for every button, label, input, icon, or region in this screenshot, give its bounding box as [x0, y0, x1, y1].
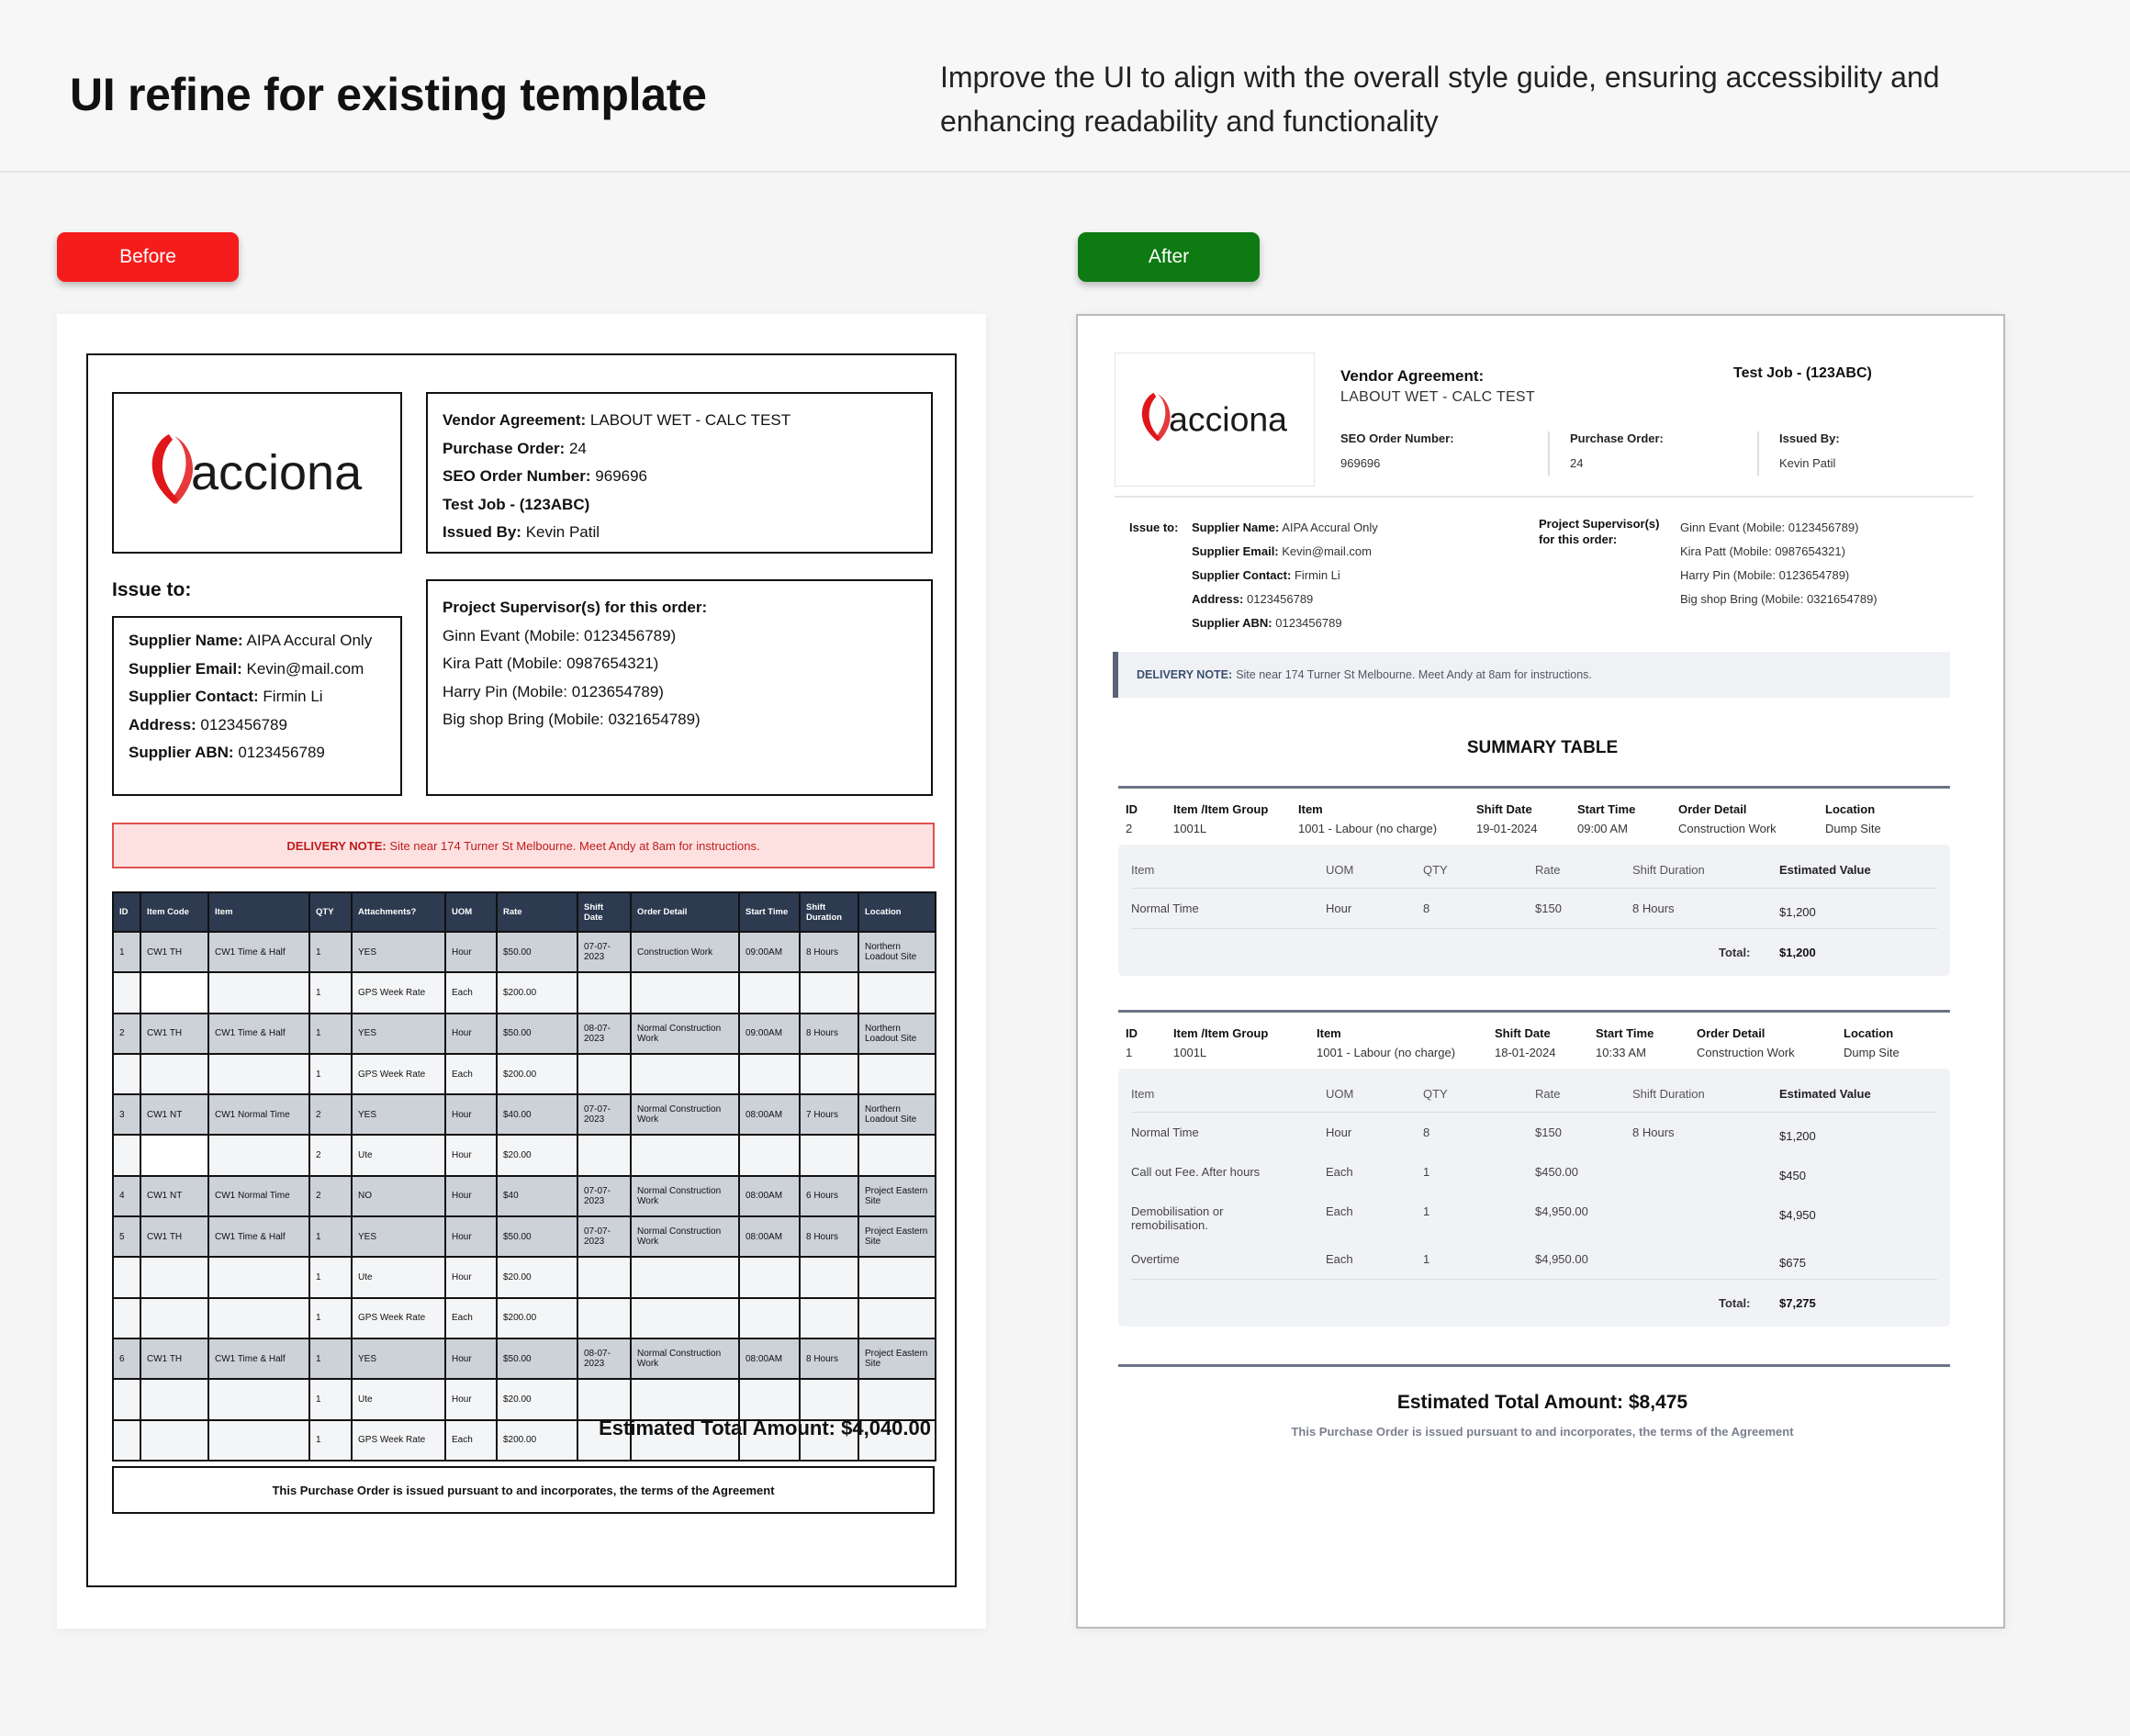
line-item-row	[1131, 1152, 1937, 1192]
line-header-cell: Item	[1131, 1087, 1155, 1101]
line-item-cell: Each	[1326, 1204, 1353, 1218]
before-items-table	[112, 891, 936, 1462]
before-tag: Before	[57, 232, 239, 282]
table-cell: 1	[309, 1420, 352, 1461]
before-issue-to-label: Issue to:	[112, 579, 192, 600]
table-cell: $20.00	[497, 1257, 577, 1297]
table-cell	[631, 1379, 739, 1419]
line-item-cell: Each	[1326, 1165, 1353, 1179]
table-header-cell: Attachments?	[352, 892, 445, 932]
summary-group	[1118, 1014, 1950, 1327]
table-cell	[577, 1135, 631, 1175]
table-cell: Hour	[445, 1379, 497, 1419]
table-cell	[858, 1054, 936, 1094]
supervisors-label: Project Supervisor(s) for this order:	[1539, 517, 1660, 546]
table-cell: 1	[309, 1298, 352, 1338]
group-info-field: Shift Date 18-01-2024	[1495, 1026, 1556, 1059]
acciona-logo	[138, 427, 376, 519]
table-cell: $20.00	[497, 1135, 577, 1175]
table-cell	[577, 1379, 631, 1419]
line-item-cell: $150	[1535, 1126, 1562, 1139]
table-cell: NO	[352, 1176, 445, 1216]
group-info-field: Shift Date 19-01-2024	[1476, 802, 1538, 835]
table-row	[113, 1298, 936, 1338]
table-cell: $50.00	[497, 1216, 577, 1257]
table-cell	[208, 1135, 309, 1175]
table-row	[113, 1176, 936, 1216]
group-info-field: Item /Item Group 1001L	[1173, 1026, 1269, 1059]
table-cell	[208, 1257, 309, 1297]
table-cell: 6 Hours	[800, 1176, 858, 1216]
table-cell	[113, 972, 140, 1013]
table-cell	[140, 1379, 208, 1419]
table-row	[113, 1216, 936, 1257]
table-cell: 07-07-2023	[577, 1094, 631, 1135]
line-header-cell: Estimated Value	[1779, 1087, 1871, 1101]
table-cell: Hour	[445, 932, 497, 972]
table-cell: Hour	[445, 1014, 497, 1054]
table-cell	[577, 1298, 631, 1338]
line-header-cell: UOM	[1326, 863, 1354, 877]
before-footer-note: This Purchase Order is issued pursuant to and incorporates, the terms of the Agreement	[112, 1466, 935, 1514]
table-cell: 1	[309, 1338, 352, 1379]
test-job-label: Test Job - (123ABC)	[1733, 365, 1872, 381]
table-cell	[858, 1379, 936, 1419]
table-cell: Northern Loadout Site	[858, 1014, 936, 1054]
before-vendor-info: Vendor Agreement: LABOUT WET - CALC TEST Purchase Order: 24 SEO Order Number: 969696 Test Job - (123ABC) Issued By: Kevin Patil	[426, 392, 933, 554]
line-item-cell: $4,950	[1779, 1208, 1816, 1222]
line-item-cell: Hour	[1326, 902, 1352, 915]
table-cell: 1	[309, 1257, 352, 1297]
table-cell: 09:00AM	[739, 932, 800, 972]
table-cell: YES	[352, 1014, 445, 1054]
table-cell	[800, 1054, 858, 1094]
table-cell: CW1 Normal Time	[208, 1176, 309, 1216]
table-cell: 07-07-2023	[577, 1216, 631, 1257]
logo-wordmark: acciona	[1169, 399, 1287, 439]
line-item-cell: Call out Fee. After hours	[1131, 1165, 1261, 1179]
after-footer-note: This Purchase Order is issued pursuant to and incorporates, the terms of the Agreement	[1291, 1425, 1794, 1439]
table-cell: Hour	[445, 1135, 497, 1175]
table-cell: $50.00	[497, 932, 577, 972]
table-header-cell: Rate	[497, 892, 577, 932]
line-item-cell: Hour	[1326, 1126, 1352, 1139]
group-rule	[1118, 1364, 1950, 1367]
supervisors-list: Ginn Evant (Mobile: 0123456789) Kira Patt (Mobile: 0987654321) Harry Pin (Mobile: 0123654789) Big shop Bring (Mobile: 0321654789)	[1680, 521, 1878, 606]
before-frame	[86, 353, 957, 1587]
vendor-agreement-value: LABOUT WET - CALC TEST	[1340, 389, 1535, 405]
page-header	[0, 0, 2130, 173]
table-cell	[631, 1135, 739, 1175]
table-cell: 4	[113, 1176, 140, 1216]
line-header-cell: QTY	[1423, 1087, 1448, 1101]
table-cell: CW1 Normal Time	[208, 1094, 309, 1135]
table-cell	[800, 1379, 858, 1419]
table-cell: Each	[445, 972, 497, 1013]
table-cell: $200.00	[497, 1054, 577, 1094]
table-cell	[140, 1298, 208, 1338]
table-cell: 8 Hours	[800, 932, 858, 972]
group-info-field: Order Detail Construction Work	[1678, 802, 1777, 835]
table-cell: 2	[113, 1014, 140, 1054]
table-row	[113, 1135, 936, 1175]
table-cell	[140, 1257, 208, 1297]
table-row	[113, 1338, 936, 1379]
table-cell: Hour	[445, 1216, 497, 1257]
group-info-field: Start Time 09:00 AM	[1577, 802, 1636, 835]
before-supplier-info: Supplier Name: AIPA Accural Only Supplier Email: Kevin@mail.com Supplier Contact: Firmin Li Address: 0123456789 Supplier ABN: 0123456789	[112, 616, 402, 796]
table-cell: CW1 Time & Half	[208, 1216, 309, 1257]
table-cell	[113, 1054, 140, 1094]
table-cell: 08:00AM	[739, 1338, 800, 1379]
table-cell: Normal Construction Work	[631, 1094, 739, 1135]
table-cell: Each	[445, 1298, 497, 1338]
table-cell: Hour	[445, 1094, 497, 1135]
table-cell	[800, 1257, 858, 1297]
table-cell: CW1 Time & Half	[208, 932, 309, 972]
table-cell: Each	[445, 1054, 497, 1094]
line-item-cell: 8 Hours	[1632, 1126, 1675, 1139]
group-info-field: Order Detail Construction Work	[1697, 1026, 1795, 1059]
table-cell: Northern Loadout Site	[858, 932, 936, 972]
table-cell	[140, 1054, 208, 1094]
table-cell: $200.00	[497, 1298, 577, 1338]
line-header-cell: Estimated Value	[1779, 863, 1871, 877]
summary-table-title: SUMMARY TABLE	[1466, 738, 1619, 757]
group-header	[1118, 790, 1950, 845]
table-row	[113, 1379, 936, 1419]
table-cell	[800, 1135, 858, 1175]
table-cell: Ute	[352, 1257, 445, 1297]
line-header-cell: UOM	[1326, 1087, 1354, 1101]
table-row	[113, 1014, 936, 1054]
table-cell: YES	[352, 1094, 445, 1135]
table-cell: Northern Loadout Site	[858, 1094, 936, 1135]
line-item-cell: $150	[1535, 902, 1562, 915]
table-cell	[858, 1298, 936, 1338]
table-cell: Ute	[352, 1135, 445, 1175]
table-cell	[577, 972, 631, 1013]
line-items-header	[1131, 1074, 1937, 1113]
table-cell: 2	[309, 1094, 352, 1135]
before-delivery-note: DELIVERY NOTE: Site near 174 Turner St Melbourne. Meet Andy at 8am for instructions.	[112, 823, 935, 868]
table-header-cell: Shift Duration	[800, 892, 858, 932]
table-row	[113, 972, 936, 1013]
purchase-order-meta: Purchase Order: 24	[1548, 431, 1664, 476]
before-document	[57, 314, 986, 1629]
table-cell	[631, 1257, 739, 1297]
table-cell	[113, 1135, 140, 1175]
table-cell	[140, 1420, 208, 1461]
summary-group	[1118, 790, 1950, 976]
table-cell: Each	[445, 1420, 497, 1461]
table-header-cell: Item Code	[140, 892, 208, 932]
table-cell: 09:00AM	[739, 1014, 800, 1054]
page-description: Improve the UI to align with the overall style guide, ensuring accessibility and enhancing readability and functionality	[940, 61, 1940, 138]
table-cell: GPS Week Rate	[352, 1298, 445, 1338]
group-info-field: Item /Item Group 1001L	[1173, 802, 1269, 835]
table-cell	[739, 972, 800, 1013]
group-header	[1118, 1014, 1950, 1069]
table-cell: $20.00	[497, 1379, 577, 1419]
table-cell: CW1 TH	[140, 1216, 208, 1257]
table-cell: 07-07-2023	[577, 1176, 631, 1216]
table-cell	[631, 1054, 739, 1094]
table-cell: 5	[113, 1216, 140, 1257]
divider	[1115, 496, 1974, 498]
table-cell: Project Eastern Site	[858, 1216, 936, 1257]
table-cell: 08:00AM	[739, 1094, 800, 1135]
line-item-cell: 8	[1423, 902, 1430, 915]
acciona-logo	[1132, 385, 1297, 454]
table-cell	[858, 972, 936, 1013]
table-cell: $40	[497, 1176, 577, 1216]
line-item-cell: Demobilisation or remobilisation.	[1131, 1204, 1224, 1232]
table-cell: Normal Construction Work	[631, 1176, 739, 1216]
table-cell	[800, 1298, 858, 1338]
table-cell: 8 Hours	[800, 1216, 858, 1257]
table-cell: CW1 Time & Half	[208, 1014, 309, 1054]
after-tag: After	[1078, 232, 1260, 282]
line-header-cell: QTY	[1423, 863, 1448, 877]
line-item-row	[1131, 1239, 1937, 1279]
table-cell: $200.00	[497, 972, 577, 1013]
table-cell	[739, 1054, 800, 1094]
table-cell: 1	[309, 972, 352, 1013]
table-cell	[577, 1054, 631, 1094]
table-cell	[113, 1379, 140, 1419]
line-header-cell: Rate	[1535, 863, 1561, 877]
table-cell: Hour	[445, 1176, 497, 1216]
table-cell	[113, 1298, 140, 1338]
table-cell: YES	[352, 1216, 445, 1257]
issued-by-meta: Issued By: Kevin Patil	[1757, 431, 1840, 476]
line-item-cell: 8 Hours	[1632, 902, 1675, 915]
table-row	[113, 1054, 936, 1094]
table-row	[113, 932, 936, 972]
line-item-row	[1131, 889, 1937, 928]
line-header-cell: Item	[1131, 863, 1155, 877]
line-items	[1118, 845, 1950, 976]
table-header-cell: UOM	[445, 892, 497, 932]
line-item-cell: $4,950.00	[1535, 1204, 1588, 1218]
line-header-cell: Shift Duration	[1632, 1087, 1705, 1101]
table-cell: Ute	[352, 1379, 445, 1419]
table-cell: 1	[309, 1216, 352, 1257]
table-cell: 08-07-2023	[577, 1338, 631, 1379]
table-cell: CW1 TH	[140, 1014, 208, 1054]
table-header-cell: ID	[113, 892, 140, 932]
table-cell: YES	[352, 1338, 445, 1379]
table-cell: 2	[309, 1176, 352, 1216]
table-cell: CW1 TH	[140, 932, 208, 972]
before-supervisors: Project Supervisor(s) for this order: Ginn Evant (Mobile: 0123456789) Kira Patt (Mobile: 0987654321) Harry Pin (Mobile: 0123654789) Big shop Bring (Mobile: 0321654789)	[426, 579, 933, 796]
table-cell: 1	[309, 1379, 352, 1419]
table-header-cell: Start Time	[739, 892, 800, 932]
table-cell	[208, 1379, 309, 1419]
line-item-cell: $4,950.00	[1535, 1252, 1588, 1266]
group-info-field: Start Time 10:33 AM	[1596, 1026, 1654, 1059]
table-cell: 8 Hours	[800, 1338, 858, 1379]
after-logo-box	[1115, 353, 1315, 487]
table-cell	[739, 1135, 800, 1175]
line-item-cell: 8	[1423, 1126, 1430, 1139]
table-cell	[800, 972, 858, 1013]
table-header-cell: Order Detail	[631, 892, 739, 932]
table-cell	[113, 1257, 140, 1297]
after-document	[1076, 314, 2005, 1629]
table-cell	[858, 1257, 936, 1297]
table-cell	[631, 1298, 739, 1338]
table-cell: 07-07-2023	[577, 932, 631, 972]
table-cell	[140, 972, 208, 1013]
table-cell: $50.00	[497, 1014, 577, 1054]
line-item-cell: $450	[1779, 1169, 1806, 1182]
line-item-cell: Each	[1326, 1252, 1353, 1266]
delivery-note: DELIVERY NOTE: Site near 174 Turner St Melbourne. Meet Andy at 8am for instructions.	[1113, 652, 1950, 698]
table-cell: GPS Week Rate	[352, 1420, 445, 1461]
line-item-cell: Normal Time	[1131, 1126, 1199, 1139]
table-cell: Normal Construction Work	[631, 1014, 739, 1054]
group-total: Total: $1,200	[1131, 928, 1937, 970]
table-cell: 8 Hours	[800, 1014, 858, 1054]
table-cell: 08:00AM	[739, 1176, 800, 1216]
table-cell	[208, 1420, 309, 1461]
table-cell: CW1 Time & Half	[208, 1338, 309, 1379]
before-logo-box	[112, 392, 402, 554]
table-header-cell: Shift Date	[577, 892, 631, 932]
table-cell: GPS Week Rate	[352, 1054, 445, 1094]
line-item-cell: $1,200	[1779, 905, 1816, 919]
line-item-cell: 1	[1423, 1204, 1430, 1218]
table-cell	[739, 1257, 800, 1297]
vendor-agreement-label: Vendor Agreement:	[1340, 367, 1485, 385]
table-cell: GPS Week Rate	[352, 972, 445, 1013]
table-cell: Project Eastern Site	[858, 1176, 936, 1216]
table-cell: 6	[113, 1338, 140, 1379]
line-header-cell: Shift Duration	[1632, 863, 1705, 877]
table-cell	[113, 1420, 140, 1461]
table-cell	[739, 1298, 800, 1338]
table-cell: 7 Hours	[800, 1094, 858, 1135]
table-cell: Normal Construction Work	[631, 1216, 739, 1257]
group-rule	[1118, 786, 1950, 789]
line-item-row	[1131, 1113, 1937, 1152]
table-cell	[577, 1257, 631, 1297]
group-total: Total: $7,275	[1131, 1279, 1937, 1321]
line-item-cell: $675	[1779, 1256, 1806, 1270]
table-row	[113, 1257, 936, 1297]
group-info-field: ID 2	[1126, 802, 1138, 835]
table-cell: $200.00	[497, 1420, 577, 1461]
page-title: UI refine for existing template	[70, 69, 707, 120]
table-header-cell: Location	[858, 892, 936, 932]
line-item-row	[1131, 1192, 1937, 1239]
line-item-cell: Normal Time	[1131, 902, 1199, 915]
table-header-cell: QTY	[309, 892, 352, 932]
table-cell	[739, 1379, 800, 1419]
table-cell: 08:00AM	[739, 1216, 800, 1257]
table-cell: YES	[352, 932, 445, 972]
seo-order-meta: SEO Order Number: 969696	[1340, 431, 1454, 470]
table-cell	[858, 1135, 936, 1175]
table-cell	[631, 972, 739, 1013]
line-header-cell: Rate	[1535, 1087, 1561, 1101]
table-row	[113, 1094, 936, 1135]
table-cell: $40.00	[497, 1094, 577, 1135]
table-cell: 08-07-2023	[577, 1014, 631, 1054]
table-cell	[208, 972, 309, 1013]
table-cell: Construction Work	[631, 932, 739, 972]
before-total: Estimated Total Amount: $4,040.00	[599, 1417, 931, 1439]
table-header-cell: Item	[208, 892, 309, 932]
logo-wordmark: acciona	[191, 445, 363, 500]
table-cell	[208, 1298, 309, 1338]
table-cell: Hour	[445, 1257, 497, 1297]
group-info-field: ID 1	[1126, 1026, 1138, 1059]
table-cell: 2	[309, 1135, 352, 1175]
line-items-header	[1131, 850, 1937, 889]
group-info-field: Item 1001 - Labour (no charge)	[1317, 1026, 1456, 1059]
table-cell: CW1 NT	[140, 1094, 208, 1135]
table-cell: 1	[309, 1014, 352, 1054]
group-info-field: Location Dump Site	[1844, 1026, 1900, 1059]
table-cell: CW1 NT	[140, 1176, 208, 1216]
table-cell: Hour	[445, 1338, 497, 1379]
table-cell: Project Eastern Site	[858, 1338, 936, 1379]
table-cell	[140, 1135, 208, 1175]
table-cell: CW1 TH	[140, 1338, 208, 1379]
issue-to-label: Issue to:	[1129, 521, 1179, 534]
table-cell: 3	[113, 1094, 140, 1135]
supplier-info: Supplier Name: AIPA Accural Only Supplier Email: Kevin@mail.com Supplier Contact: Firmin Li Address: 0123456789 Supplier ABN: 0123456789	[1192, 521, 1378, 630]
table-cell: Normal Construction Work	[631, 1338, 739, 1379]
table-cell: 1	[309, 932, 352, 972]
line-item-cell: $450.00	[1535, 1165, 1578, 1179]
group-rule	[1118, 1010, 1950, 1013]
table-cell: 1	[113, 932, 140, 972]
group-info-field: Location Dump Site	[1825, 802, 1881, 835]
line-item-cell: 1	[1423, 1252, 1430, 1266]
line-items	[1118, 1069, 1950, 1327]
table-cell: $50.00	[497, 1338, 577, 1379]
group-info-field: Item 1001 - Labour (no charge)	[1298, 802, 1438, 835]
estimated-total: Estimated Total Amount: $8,475	[1396, 1392, 1688, 1413]
line-item-cell: Overtime	[1131, 1252, 1180, 1266]
table-cell: 1	[309, 1054, 352, 1094]
table-cell	[208, 1054, 309, 1094]
line-item-cell: $1,200	[1779, 1129, 1816, 1143]
line-item-cell: 1	[1423, 1165, 1430, 1179]
